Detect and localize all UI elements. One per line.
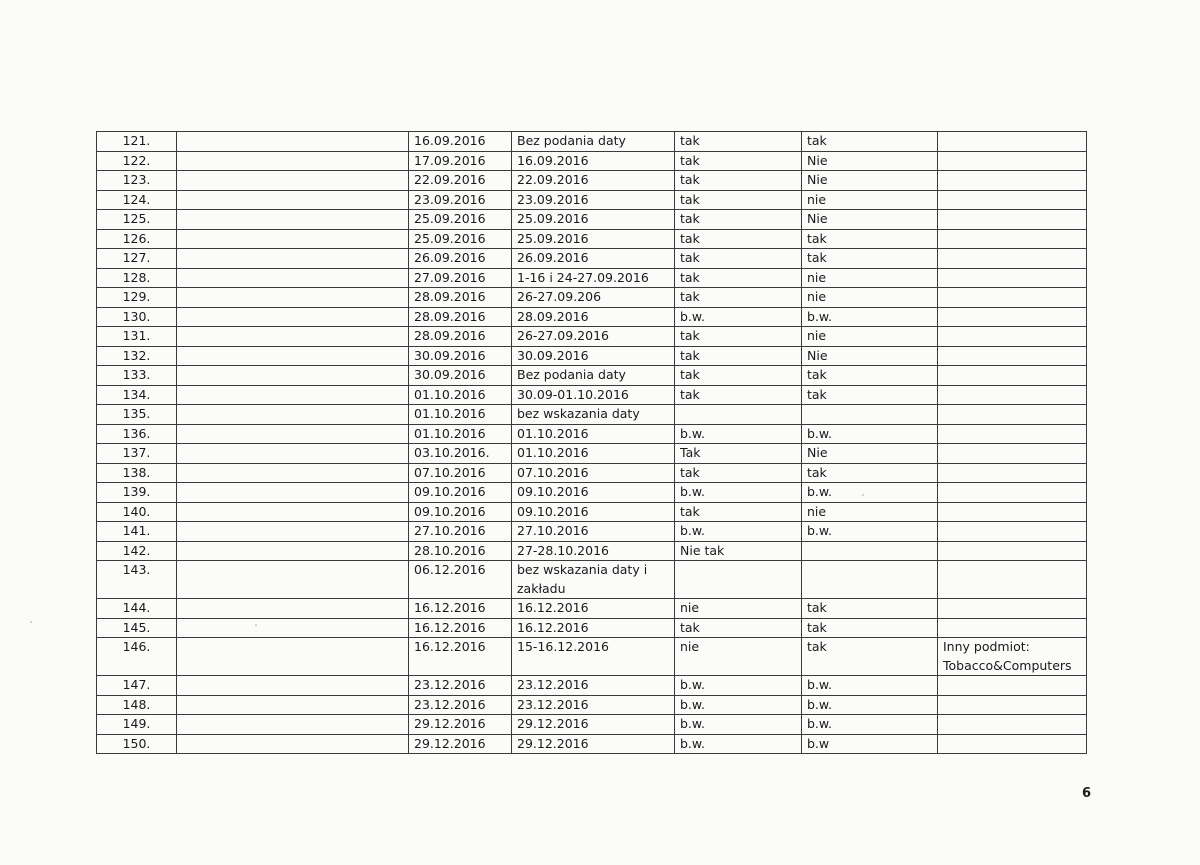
status-a-cell: tak <box>675 385 802 405</box>
period-cell: 26-27.09.206 <box>512 288 675 308</box>
status-a-cell: tak <box>675 366 802 386</box>
row-number-cell: 126. <box>97 229 177 249</box>
period-cell: bez wskazania daty i zakładu <box>512 561 675 599</box>
status-b-cell: tak <box>802 229 938 249</box>
row-number-cell: 125. <box>97 210 177 230</box>
status-b-cell: nie <box>802 327 938 347</box>
table-row <box>97 307 1087 327</box>
name-cell <box>177 424 409 444</box>
name-cell <box>177 229 409 249</box>
status-b-cell: b.w. <box>802 715 938 735</box>
date-cell: 28.09.2016 <box>409 288 512 308</box>
period-cell: bez wskazania daty <box>512 405 675 425</box>
period-cell: 30.09.2016 <box>512 346 675 366</box>
period-cell: 22.09.2016 <box>512 171 675 191</box>
status-a-cell: tak <box>675 327 802 347</box>
name-cell <box>177 210 409 230</box>
status-b-cell: nie <box>802 268 938 288</box>
status-a-cell: tak <box>675 151 802 171</box>
date-cell: 26.09.2016 <box>409 249 512 269</box>
row-number-cell: 138. <box>97 463 177 483</box>
note-cell <box>938 599 1087 619</box>
table-row <box>97 366 1087 386</box>
status-b-cell: tak <box>802 618 938 638</box>
note-cell <box>938 151 1087 171</box>
name-cell <box>177 734 409 754</box>
date-cell: 28.09.2016 <box>409 307 512 327</box>
status-a-cell: b.w. <box>675 695 802 715</box>
status-a-cell: tak <box>675 229 802 249</box>
register-table <box>96 131 1087 754</box>
period-cell: Bez podania daty <box>512 366 675 386</box>
note-cell <box>938 288 1087 308</box>
period-cell: 23.12.2016 <box>512 695 675 715</box>
note-cell <box>938 541 1087 561</box>
status-a-cell: b.w. <box>675 715 802 735</box>
status-a-cell: b.w. <box>675 676 802 696</box>
name-cell <box>177 715 409 735</box>
scan-speck <box>30 621 32 623</box>
note-cell <box>938 502 1087 522</box>
status-a-cell: tak <box>675 249 802 269</box>
row-number-cell: 122. <box>97 151 177 171</box>
table-row <box>97 715 1087 735</box>
row-number-cell: 140. <box>97 502 177 522</box>
name-cell <box>177 288 409 308</box>
period-cell: 16.09.2016 <box>512 151 675 171</box>
name-cell <box>177 618 409 638</box>
table-row <box>97 229 1087 249</box>
name-cell <box>177 676 409 696</box>
period-cell: 23.09.2016 <box>512 190 675 210</box>
status-a-cell: b.w. <box>675 483 802 503</box>
status-b-cell: nie <box>802 502 938 522</box>
table-row <box>97 522 1087 542</box>
status-a-cell: tak <box>675 502 802 522</box>
status-a-cell: tak <box>675 268 802 288</box>
period-cell: 30.09-01.10.2016 <box>512 385 675 405</box>
date-cell: 29.12.2016 <box>409 734 512 754</box>
row-number-cell: 146. <box>97 638 177 676</box>
row-number-cell: 136. <box>97 424 177 444</box>
date-cell: 28.09.2016 <box>409 327 512 347</box>
period-cell: 1-16 i 24-27.09.2016 <box>512 268 675 288</box>
name-cell <box>177 268 409 288</box>
status-b-cell: b.w. <box>802 483 938 503</box>
period-cell: 25.09.2016 <box>512 229 675 249</box>
note-cell <box>938 249 1087 269</box>
status-a-cell: tak <box>675 618 802 638</box>
status-b-cell: tak <box>802 132 938 152</box>
period-cell: 25.09.2016 <box>512 210 675 230</box>
status-a-cell <box>675 405 802 425</box>
status-b-cell: Nie <box>802 346 938 366</box>
status-b-cell: b.w. <box>802 676 938 696</box>
status-b-cell: tak <box>802 638 938 676</box>
date-cell: 01.10.2016 <box>409 424 512 444</box>
status-a-cell: tak <box>675 463 802 483</box>
table-row <box>97 561 1087 599</box>
period-cell: 09.10.2016 <box>512 502 675 522</box>
period-cell: 16.12.2016 <box>512 618 675 638</box>
row-number-cell: 135. <box>97 405 177 425</box>
date-cell: 25.09.2016 <box>409 210 512 230</box>
period-cell: 23.12.2016 <box>512 676 675 696</box>
status-a-cell: Nie tak <box>675 541 802 561</box>
date-cell: 27.09.2016 <box>409 268 512 288</box>
row-number-cell: 148. <box>97 695 177 715</box>
name-cell <box>177 502 409 522</box>
date-cell: 16.12.2016 <box>409 599 512 619</box>
row-number-cell: 137. <box>97 444 177 464</box>
row-number-cell: 143. <box>97 561 177 599</box>
note-cell <box>938 229 1087 249</box>
date-cell: 23.12.2016 <box>409 676 512 696</box>
row-number-cell: 121. <box>97 132 177 152</box>
table-row <box>97 618 1087 638</box>
register-table-body <box>97 132 1087 754</box>
status-b-cell: nie <box>802 288 938 308</box>
status-b-cell <box>802 405 938 425</box>
name-cell <box>177 132 409 152</box>
name-cell <box>177 190 409 210</box>
row-number-cell: 134. <box>97 385 177 405</box>
note-cell <box>938 307 1087 327</box>
date-cell: 03.10.2016. <box>409 444 512 464</box>
table-row <box>97 346 1087 366</box>
table-row <box>97 405 1087 425</box>
note-cell <box>938 327 1087 347</box>
row-number-cell: 150. <box>97 734 177 754</box>
status-a-cell: tak <box>675 210 802 230</box>
name-cell <box>177 366 409 386</box>
name-cell <box>177 561 409 599</box>
note-cell <box>938 463 1087 483</box>
note-cell <box>938 676 1087 696</box>
table-row <box>97 599 1087 619</box>
name-cell <box>177 444 409 464</box>
table-row <box>97 132 1087 152</box>
period-cell: 01.10.2016 <box>512 424 675 444</box>
status-a-cell: b.w. <box>675 734 802 754</box>
row-number-cell: 130. <box>97 307 177 327</box>
status-a-cell: b.w. <box>675 424 802 444</box>
name-cell <box>177 541 409 561</box>
status-b-cell: Nie <box>802 210 938 230</box>
note-cell <box>938 734 1087 754</box>
table-row <box>97 151 1087 171</box>
status-a-cell: nie <box>675 638 802 676</box>
period-cell: 27-28.10.2016 <box>512 541 675 561</box>
table-row <box>97 288 1087 308</box>
period-cell: 01.10.2016 <box>512 444 675 464</box>
date-cell: 22.09.2016 <box>409 171 512 191</box>
row-number-cell: 123. <box>97 171 177 191</box>
status-b-cell: b.w <box>802 734 938 754</box>
period-cell: 07.10.2016 <box>512 463 675 483</box>
status-a-cell: nie <box>675 599 802 619</box>
note-cell <box>938 405 1087 425</box>
name-cell <box>177 171 409 191</box>
date-cell: 01.10.2016 <box>409 385 512 405</box>
period-cell: 29.12.2016 <box>512 715 675 735</box>
row-number-cell: 133. <box>97 366 177 386</box>
table-row <box>97 190 1087 210</box>
name-cell <box>177 249 409 269</box>
name-cell <box>177 327 409 347</box>
status-b-cell <box>802 541 938 561</box>
note-cell <box>938 268 1087 288</box>
note-cell <box>938 132 1087 152</box>
status-b-cell: b.w. <box>802 695 938 715</box>
table-row <box>97 210 1087 230</box>
note-cell <box>938 366 1087 386</box>
row-number-cell: 131. <box>97 327 177 347</box>
row-number-cell: 147. <box>97 676 177 696</box>
note-cell <box>938 522 1087 542</box>
note-cell <box>938 190 1087 210</box>
date-cell: 16.12.2016 <box>409 618 512 638</box>
row-number-cell: 128. <box>97 268 177 288</box>
note-cell: Inny podmiot: Tobacco&Computers <box>938 638 1087 676</box>
status-a-cell <box>675 561 802 599</box>
status-b-cell: Nie <box>802 171 938 191</box>
status-b-cell: b.w. <box>802 522 938 542</box>
period-cell: Bez podania daty <box>512 132 675 152</box>
note-cell <box>938 424 1087 444</box>
table-row <box>97 249 1087 269</box>
date-cell: 16.09.2016 <box>409 132 512 152</box>
date-cell: 07.10.2016 <box>409 463 512 483</box>
period-cell: 27.10.2016 <box>512 522 675 542</box>
row-number-cell: 129. <box>97 288 177 308</box>
note-cell <box>938 346 1087 366</box>
period-cell: 28.09.2016 <box>512 307 675 327</box>
date-cell: 23.09.2016 <box>409 190 512 210</box>
status-a-cell: b.w. <box>675 307 802 327</box>
date-cell: 28.10.2016 <box>409 541 512 561</box>
note-cell <box>938 483 1087 503</box>
date-cell: 30.09.2016 <box>409 346 512 366</box>
period-cell: 26.09.2016 <box>512 249 675 269</box>
row-number-cell: 145. <box>97 618 177 638</box>
table-row <box>97 327 1087 347</box>
period-cell: 16.12.2016 <box>512 599 675 619</box>
period-cell: 15-16.12.2016 <box>512 638 675 676</box>
status-b-cell <box>802 561 938 599</box>
note-cell <box>938 561 1087 599</box>
name-cell <box>177 599 409 619</box>
table-row <box>97 385 1087 405</box>
status-b-cell: Nie <box>802 444 938 464</box>
table-row <box>97 424 1087 444</box>
status-a-cell: tak <box>675 171 802 191</box>
status-a-cell: Tak <box>675 444 802 464</box>
name-cell <box>177 405 409 425</box>
name-cell <box>177 385 409 405</box>
note-cell <box>938 618 1087 638</box>
row-number-cell: 124. <box>97 190 177 210</box>
period-cell: 09.10.2016 <box>512 483 675 503</box>
note-cell <box>938 715 1087 735</box>
table-row <box>97 268 1087 288</box>
date-cell: 30.09.2016 <box>409 366 512 386</box>
status-b-cell: nie <box>802 190 938 210</box>
note-cell <box>938 695 1087 715</box>
row-number-cell: 144. <box>97 599 177 619</box>
date-cell: 27.10.2016 <box>409 522 512 542</box>
period-cell: 26-27.09.2016 <box>512 327 675 347</box>
status-b-cell: tak <box>802 599 938 619</box>
note-cell <box>938 444 1087 464</box>
status-a-cell: tak <box>675 190 802 210</box>
table-row <box>97 734 1087 754</box>
status-b-cell: Nie <box>802 151 938 171</box>
row-number-cell: 139. <box>97 483 177 503</box>
name-cell <box>177 307 409 327</box>
status-b-cell: tak <box>802 366 938 386</box>
table-row <box>97 502 1087 522</box>
period-cell: 29.12.2016 <box>512 734 675 754</box>
name-cell <box>177 483 409 503</box>
note-cell <box>938 385 1087 405</box>
table-row <box>97 695 1087 715</box>
date-cell: 23.12.2016 <box>409 695 512 715</box>
table-row <box>97 444 1087 464</box>
date-cell: 29.12.2016 <box>409 715 512 735</box>
name-cell <box>177 522 409 542</box>
row-number-cell: 141. <box>97 522 177 542</box>
status-b-cell: tak <box>802 463 938 483</box>
row-number-cell: 132. <box>97 346 177 366</box>
page-number: 6 <box>1082 786 1092 801</box>
name-cell <box>177 151 409 171</box>
name-cell <box>177 638 409 676</box>
table-row <box>97 676 1087 696</box>
table-row <box>97 541 1087 561</box>
date-cell: 16.12.2016 <box>409 638 512 676</box>
status-b-cell: b.w. <box>802 307 938 327</box>
date-cell: 09.10.2016 <box>409 483 512 503</box>
name-cell <box>177 346 409 366</box>
status-a-cell: tak <box>675 346 802 366</box>
row-number-cell: 149. <box>97 715 177 735</box>
row-number-cell: 142. <box>97 541 177 561</box>
table-row <box>97 463 1087 483</box>
date-cell: 01.10.2016 <box>409 405 512 425</box>
note-cell <box>938 210 1087 230</box>
date-cell: 09.10.2016 <box>409 502 512 522</box>
note-cell <box>938 171 1087 191</box>
table-row <box>97 483 1087 503</box>
table-row <box>97 638 1087 676</box>
name-cell <box>177 463 409 483</box>
name-cell <box>177 695 409 715</box>
date-cell: 25.09.2016 <box>409 229 512 249</box>
status-a-cell: tak <box>675 132 802 152</box>
table-row <box>97 171 1087 191</box>
status-a-cell: b.w. <box>675 522 802 542</box>
status-a-cell: tak <box>675 288 802 308</box>
status-b-cell: b.w. <box>802 424 938 444</box>
date-cell: 17.09.2016 <box>409 151 512 171</box>
status-b-cell: tak <box>802 385 938 405</box>
row-number-cell: 127. <box>97 249 177 269</box>
status-b-cell: tak <box>802 249 938 269</box>
date-cell: 06.12.2016 <box>409 561 512 599</box>
